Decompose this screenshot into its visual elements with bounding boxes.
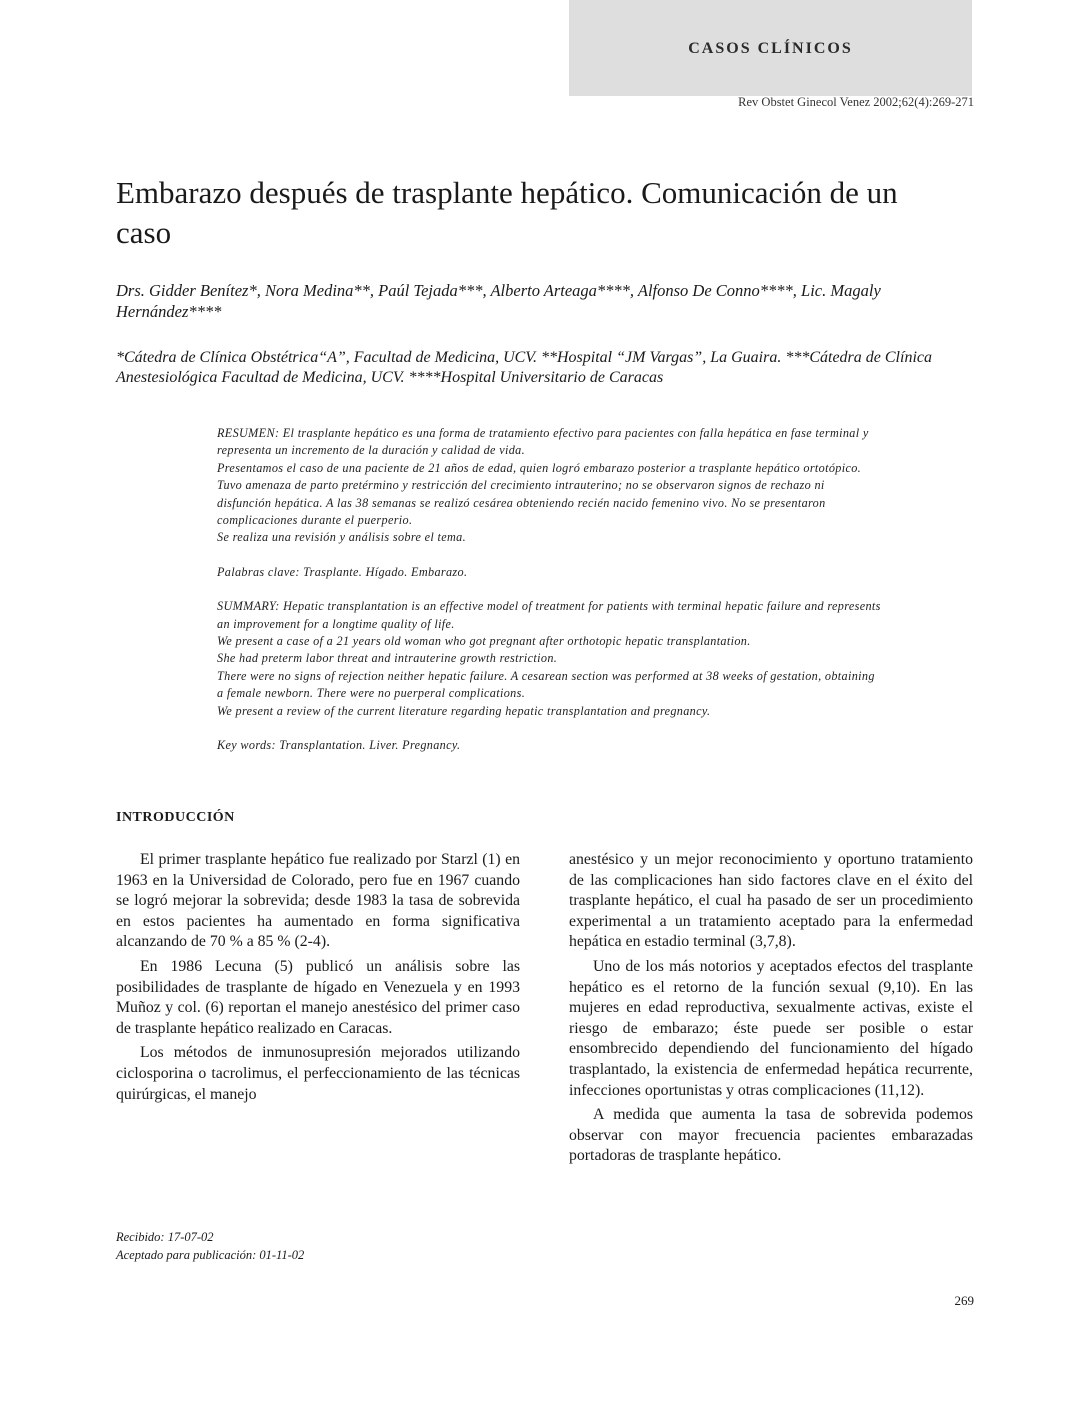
- body-paragraph: Los métodos de inmunosupresión mejorados utilizando ciclosporina o tacrolimus, el perfeccionamiento de las técnicas quirúrgicas, el manejo: [116, 1044, 520, 1103]
- accepted-date: Aceptado para publicación: 01-11-02: [116, 1248, 305, 1262]
- article-title: Embarazo después de trasplante hepático. Comunicación de un caso: [116, 175, 898, 250]
- body-column-right: [569, 850, 973, 1171]
- page-number: 269: [954, 1293, 974, 1308]
- section-header-box: [569, 0, 972, 96]
- resumen-paragraph: Se realiza una revisión y análisis sobre el tema.: [217, 530, 467, 545]
- body-paragraph: El primer trasplante hepático fue realizado por Starzl (1) en 1963 en la Universidad de Colorado, pero fue en 1967 cuando se logró mejorar la sobrevida; desde 1983 la tasa de sobrevida en estos pacientes ha aumentado en forma significativa alcanzando de 70 % a 85 % (2-4).: [116, 851, 520, 951]
- key-words: Key words: Transplantation. Liver. Pregnancy.: [217, 738, 461, 753]
- authors: Drs. Gidder Benítez*, Nora Medina**, Paúl Tejada***, Alberto Arteaga****, Alfonso De Conno****, Lic. Magaly Hernández****: [116, 281, 881, 321]
- received-dates: [116, 1228, 304, 1264]
- section-label: CASOS CLÍNICOS: [688, 40, 853, 57]
- summary-paragraph: We present a case of a 21 years old woman who got pregnant after orthotopic hepatic transplantation.: [217, 634, 751, 649]
- resumen-paragraph: Presentamos el caso de una paciente de 21 años de edad, quien logró embarazo posterior a trasplante hepático ortotópico. Tuvo amenaza de parto pretérmino y restricción del crecimiento intrauterino; no se observaron signos de rechazo ni disfunción hepática. A las 38 semanas se realizó cesárea obteniendo recién nacido femenino vivo. No se presentaron complicaciones durante el puerperio.: [217, 460, 862, 528]
- palabras-clave: Palabras clave: Trasplante. Hígado. Embarazo.: [217, 564, 468, 579]
- body-paragraph: A medida que aumenta la tasa de sobrevida podemos observar con mayor frecuencia pacientes embarazadas portadoras de trasplante hepático.: [569, 1106, 973, 1165]
- summary-paragraph: There were no signs of rejection neither hepatic failure. A cesarean section was performed at 38 weeks of gestation, obtaining a female newborn. There were no puerperal complications.: [217, 668, 875, 701]
- body-paragraph: En 1986 Lecuna (5) publicó un análisis sobre las posibilidades de trasplante de hígado en Venezuela y en 1993 Muñoz y col. (6) reportan el manejo anestésico del primer caso de trasplante hepático realizado en Caracas.: [116, 957, 520, 1037]
- body-paragraph: Uno de los más notorios y aceptados efectos del trasplante hepático es el retorno de la función sexual (9,10). En las mujeres en edad reproductiva, sexualmente activas, existe el riesgo de embarazo; éste puede ser posible o estar ensombrecido dependiendo del funcionamiento del hígado trasplantado, la existencia de enfermedad hepática recurrente, infecciones oportunistas y otras complicaciones (11,12).: [569, 957, 973, 1099]
- resumen-paragraph: RESUMEN: El trasplante hepático es una forma de tratamiento efectivo para pacientes con falla hepática en fase terminal y representa un incremento de la duración y calidad de vida.: [217, 426, 869, 458]
- summary-paragraph: We present a review of the current literature regarding hepatic transplantation and pregnancy.: [217, 703, 711, 718]
- body-paragraph-continued: anestésico y un mejor reconocimiento y oportuno tratamiento de las complicaciones han sido factores clave en el éxito del trasplante hepático, el cual ha pasado de ser un procedimiento experimental a un tratamiento aceptado para la enfermedad hepática en estadio terminal (3,7,8).: [569, 851, 973, 951]
- summary-paragraph: She had preterm labor threat and intrauterine growth restriction.: [217, 651, 558, 666]
- affiliations: *Cátedra de Clínica Obstétrica“A”, Facultad de Medicina, UCV. **Hospital “JM Vargas”, La Guaira. ***Cátedra de Clínica Anestesiológica Facultad de Medicina, UCV. ****Hospital Universitario de Caracas: [116, 349, 932, 386]
- summary-paragraph: SUMMARY: Hepatic transplantation is an effective model of treatment for patients with terminal hepatic failure and represents an improvement for a longtime quality of life.: [217, 599, 881, 631]
- abstract-block: [217, 425, 881, 755]
- journal-citation: Rev Obstet Ginecol Venez 2002;62(4):269-271: [738, 95, 974, 109]
- body-column-left: [116, 850, 520, 1109]
- received-date: Recibido: 17-07-02: [116, 1230, 214, 1244]
- section-heading-introduccion: INTRODUCCIÓN: [116, 810, 235, 825]
